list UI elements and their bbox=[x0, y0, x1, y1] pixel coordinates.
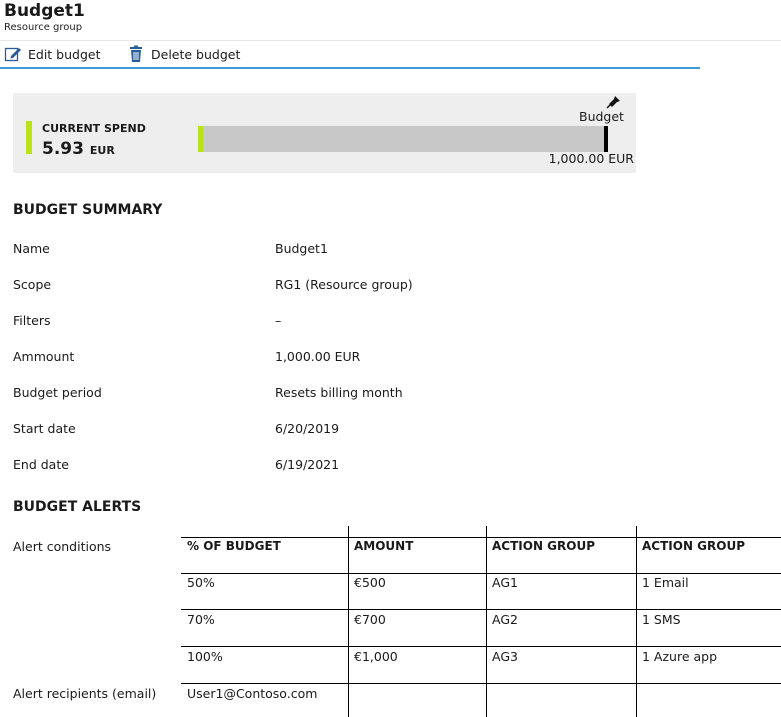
budget-amount: 1,000.00 EUR bbox=[548, 151, 634, 166]
summary-label-end-date: End date bbox=[13, 457, 69, 472]
alerts-header-percent: % OF BUDGET bbox=[187, 539, 281, 553]
alerts-grid-line bbox=[181, 646, 781, 647]
alerts-grid-line bbox=[348, 526, 349, 717]
summary-label-filters: Filters bbox=[13, 313, 51, 328]
summary-label-amount: Ammount bbox=[13, 349, 75, 364]
pin-icon[interactable] bbox=[606, 95, 622, 109]
spend-progress-track bbox=[198, 126, 608, 152]
delete-budget-label: Delete budget bbox=[151, 46, 241, 62]
page-subtitle: Resource group bbox=[4, 22, 83, 33]
alert-recipients-label: Alert recipients (email) bbox=[13, 686, 157, 701]
alerts-header-action-group: ACTION GROUP bbox=[492, 539, 595, 553]
page-header bbox=[4, 0, 85, 34]
budget-summary-title: BUDGET SUMMARY bbox=[13, 202, 163, 218]
alerts-grid-line bbox=[181, 683, 781, 684]
alert-conditions-label: Alert conditions bbox=[13, 539, 112, 554]
alerts-cell: €1,000 bbox=[354, 649, 398, 664]
alerts-grid-line bbox=[181, 537, 781, 538]
alerts-cell: 1 Email bbox=[642, 575, 689, 590]
trash-icon bbox=[127, 45, 145, 63]
summary-value-name: Budget1 bbox=[275, 241, 328, 256]
alerts-grid-line bbox=[181, 573, 781, 574]
current-spend-card bbox=[13, 93, 636, 173]
alert-recipient-email: User1@Contoso.com bbox=[187, 686, 318, 701]
spend-unit: EUR bbox=[89, 144, 115, 157]
alerts-header-amount: AMOUNT bbox=[354, 539, 414, 553]
alerts-grid-line bbox=[181, 609, 781, 610]
summary-label-scope: Scope bbox=[13, 277, 52, 292]
alerts-cell: 1 Azure app bbox=[642, 649, 718, 664]
alerts-cell: 100% bbox=[187, 649, 223, 664]
current-spend-value bbox=[42, 139, 115, 159]
alerts-cell: €700 bbox=[354, 612, 386, 627]
summary-label-name: Name bbox=[13, 241, 50, 256]
current-spend-label: CURRENT SPEND bbox=[42, 122, 146, 135]
summary-label-start-date: Start date bbox=[13, 421, 76, 436]
alerts-cell: AG3 bbox=[492, 649, 518, 664]
budget-label: Budget bbox=[579, 109, 624, 124]
summary-value-start-date: 6/20/2019 bbox=[275, 421, 340, 436]
summary-label-period: Budget period bbox=[13, 385, 102, 400]
spend-amount: 5.93 bbox=[42, 139, 84, 159]
alerts-cell: 70% bbox=[187, 612, 215, 627]
summary-value-amount: 1,000.00 EUR bbox=[275, 349, 361, 364]
alerts-grid-line bbox=[486, 526, 487, 717]
spend-progress-fill bbox=[198, 126, 203, 152]
toolbar-divider bbox=[0, 67, 700, 69]
summary-value-scope: RG1 (Resource group) bbox=[275, 277, 413, 292]
edit-icon bbox=[4, 45, 22, 63]
alerts-cell: 50% bbox=[187, 575, 215, 590]
alerts-cell: €500 bbox=[354, 575, 386, 590]
edit-budget-label: Edit budget bbox=[28, 46, 101, 62]
toolbar bbox=[0, 40, 781, 69]
summary-value-filters: – bbox=[275, 313, 282, 328]
edit-budget-button[interactable] bbox=[4, 45, 101, 63]
page-title: Budget1 bbox=[4, 1, 85, 21]
alerts-cell: AG2 bbox=[492, 612, 518, 627]
summary-value-period: Resets billing month bbox=[275, 385, 403, 400]
summary-value-end-date: 6/19/2021 bbox=[275, 457, 340, 472]
delete-budget-button[interactable] bbox=[127, 45, 240, 63]
budget-alerts-title: BUDGET ALERTS bbox=[13, 499, 142, 515]
alerts-cell: AG1 bbox=[492, 575, 518, 590]
spend-accent-bar bbox=[26, 121, 32, 154]
alerts-grid-line bbox=[636, 526, 637, 717]
alerts-cell: 1 SMS bbox=[642, 612, 681, 627]
alerts-header-action-group-2: ACTION GROUP bbox=[642, 539, 745, 553]
budget-marker bbox=[604, 126, 608, 152]
